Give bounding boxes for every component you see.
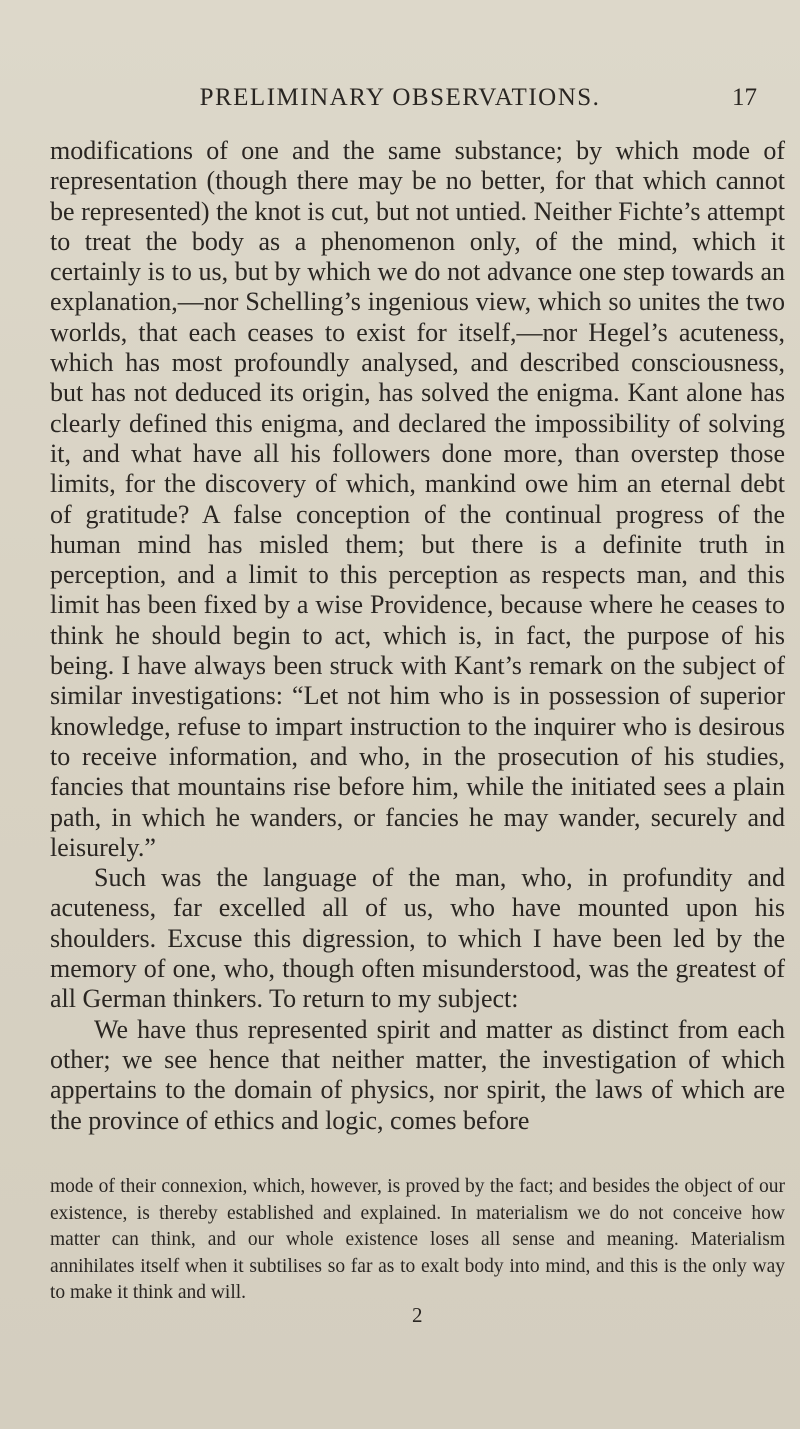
paragraph: modifications of one and the same substance; by which mode of representation (though there may be no better, for that which cannot be represented) the knot is cut, but not untied. Neither Fichte’s attempt to treat the body as a phenomenon only, of the mind, which it certainly is to us, but by which we do not advance one step towards an explanation,—nor Schelling’s ingenious view, which so unites the two worlds, that each ceases to exist for itself,—nor Hegel’s acuteness, which has most profoundly analysed, and described consciousness, but has not deduced its origin, has solved the enigma. Kant alone has clearly defined this enigma, and declared the impossibility of solving it, and what have all his followers done more, than overstep those limits, for the discovery of which, mankind owe him an eternal debt of gratitude? A false conception of the continual progress of the human mind has misled them; but there is a definite truth in perception, and a limit to this perception as respects man, and this limit has been fixed by a wise Providence, because where he ceases to think he should begin to act, which is, in fact, the purpose of his being. I have always been struck with Kant’s remark on the subject of similar investigations: “Let not him who is in possession of superior knowledge, refuse to impart instruction to the inquirer who is desirous to receive information, and who, in the prosecution of his studies, fancies that mountains rise before him, while the initiated sees a plain path, in which he wanders, or fancies he may wander, securely and leisurely.”: [50, 136, 785, 862]
paragraph: We have thus represented spirit and matter as distinct from each other; we see hence that neither matter, the investigation of which appertains to the domain of physics, nor spirit, the laws of which are the province of ethics and logic, comes before: [50, 1014, 785, 1135]
footnote-text: mode of their connexion, which, however, is proved by the fact; and besides the object of our existence, is thereby established and explained. In materialism we do not conceive how matter can think, and our whole existence loses all sense and meaning. Materialism annihilates itself when it subtilises so far as to exalt body into mind, and this is the only way to make it think and will.: [50, 1176, 785, 1304]
running-head: PRELIMINARY OBSERVATIONS.: [199, 84, 601, 111]
page-number: 17: [732, 84, 757, 111]
paragraph: Such was the language of the man, who, in profundity and acuteness, far excelled all of us, who have mounted upon his shoulders. Excuse this digression, to which I have been led by the memory of one, who, though often misunderstood, was the greatest of all German thinkers. To return to my subject:: [50, 863, 785, 1014]
body-text: [50, 136, 785, 1136]
footnote: [50, 1174, 785, 1307]
signature-mark: 2: [412, 1303, 423, 1327]
